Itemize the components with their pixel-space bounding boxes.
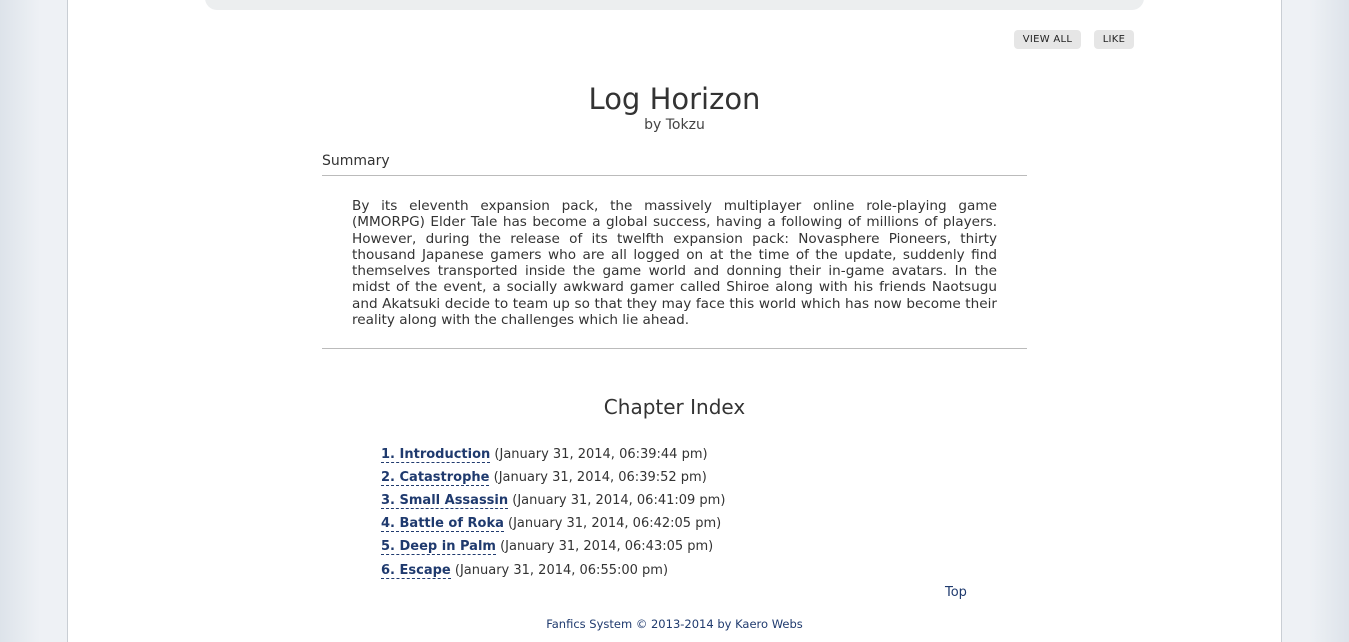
chapter-date: (January 31, 2014, 06:39:52 pm) bbox=[493, 470, 707, 485]
chapter-item bbox=[381, 445, 725, 468]
like-button[interactable]: LIKE bbox=[1094, 30, 1134, 49]
top-nav-bar bbox=[205, 0, 1144, 10]
chapter-date: (January 31, 2014, 06:39:44 pm) bbox=[494, 447, 708, 462]
summary-text: By its eleventh expansion pack, the massively multiplayer online role-playing game (MMORPG) Elder Tale has become a global success, having a following of millions of players. However, during the release of its twelfth expansion pack: Novasphere Pioneers, thirty thousand Japanese gamers who are all logged on at the time of the update, suddenly find themselves transported inside the game world and donning their in-game avatars. In the midst of the event, a socially awkward gamer called Shiroe along with his friends Naotsugu and Akatsuki decide to team up so that they may face this world which has now become their reality along with the challenges which lie ahead. bbox=[352, 198, 997, 329]
chapter-item bbox=[381, 514, 725, 537]
back-to-top-link[interactable]: Top bbox=[945, 585, 967, 600]
summary-label: Summary bbox=[322, 153, 390, 169]
view-all-button[interactable]: VIEW ALL bbox=[1014, 30, 1081, 49]
footer-copyright: Fanfics System © 2013-2014 by bbox=[546, 617, 732, 631]
chapter-link[interactable]: 1. Introduction bbox=[381, 447, 491, 462]
chapter-link[interactable]: 3. Small Assassin bbox=[381, 493, 509, 508]
chapter-date: (January 31, 2014, 06:43:05 pm) bbox=[500, 539, 714, 554]
chapter-index-heading: Chapter Index bbox=[603, 395, 746, 419]
chapter-list bbox=[381, 445, 725, 584]
story-author: by Tokzu bbox=[644, 117, 705, 133]
page-container bbox=[67, 0, 1282, 642]
chapter-date: (January 31, 2014, 06:55:00 pm) bbox=[454, 563, 669, 578]
chapter-link[interactable]: 5. Deep in Palm bbox=[381, 539, 496, 554]
footer bbox=[68, 617, 1281, 631]
chapter-item bbox=[381, 561, 725, 584]
chapter-item bbox=[381, 537, 725, 560]
chapter-link[interactable]: 6. Escape bbox=[381, 563, 451, 578]
summary-divider-bottom bbox=[322, 348, 1027, 349]
chapter-item bbox=[381, 491, 725, 514]
chapter-date: (January 31, 2014, 06:41:09 pm) bbox=[512, 493, 726, 508]
footer-author-link[interactable]: Kaero Webs bbox=[735, 617, 803, 631]
story-title: Log Horizon bbox=[588, 82, 761, 116]
chapter-item bbox=[381, 468, 725, 491]
summary-divider-top bbox=[322, 175, 1027, 176]
chapter-link[interactable]: 2. Catastrophe bbox=[381, 470, 490, 485]
chapter-date: (January 31, 2014, 06:42:05 pm) bbox=[508, 516, 722, 531]
chapter-link[interactable]: 4. Battle of Roka bbox=[381, 516, 504, 531]
